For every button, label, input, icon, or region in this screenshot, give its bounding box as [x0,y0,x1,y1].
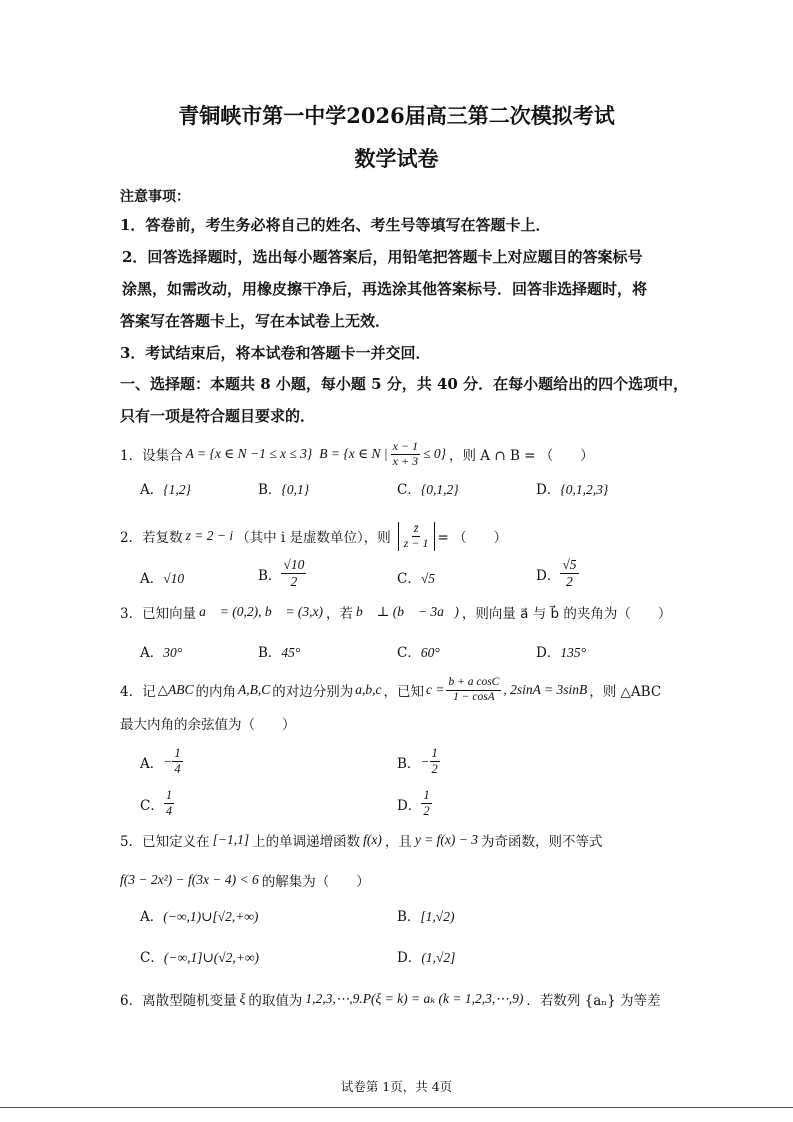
q4-eq-rest: , 2sinA = 3sinB [503,682,588,698]
q6-tail: ．若数列 {aₙ} 为等差 [526,993,661,1009]
q1-frac-num: x − 1 [392,439,419,453]
q1-option-a: A．{1,2} [140,482,191,498]
q2-tail: = （ ） [437,530,508,547]
q5-line-2 [120,870,370,890]
section-heading-line-2: 只有一项是符合题目要求的． [120,407,316,425]
q2-frac-den: z − 1 [403,535,429,550]
q4-eq-lhs: c = [425,682,445,698]
q1-option-b: B．{0,1} [258,482,310,498]
notes-heading: 注意事项： [120,189,190,205]
q4-angles: A,B,C [237,682,271,698]
q3-vectors: a⃗ = (0,2), b⃗ = (3,x) [199,604,324,619]
q4-option-c: C． 1 4 [140,788,173,818]
note-item-3: 3．考试结束后，将本试卷和答题卡一并交回． [120,344,431,362]
q5-interval: [−1,1] [212,832,250,847]
q2-option-d: D． √5 2 [536,557,577,590]
q4-prefix: 4．记 [120,684,156,701]
q4-fraction [446,676,501,705]
q2-expr: z = 2 − i [185,528,234,544]
q4-option-a: A． − $\frac{1}{4}$ [140,746,181,776]
q2-option-a: A．√10 [140,571,185,587]
q4-tail: ，则 △ABC [589,684,662,701]
q3-middle: ，若 [326,606,354,622]
section-heading-line-1: 一、选择题：本题共 8 小题，每小题 5 分，共 40 分．在每小题给出的四个选项中， [120,375,689,393]
q6-var: ξ [239,991,246,1006]
page-bottom-rule [0,1107,793,1108]
note-item-2-line-2: 涂黑，如需改动，用橡皮擦干净后，再选涂其他答案标号．回答非选择题时，将 [122,280,648,298]
q1-tail: ，则 A ∩ B = （ ） [449,448,594,465]
q2-option-b: B． √10 2 [258,557,305,590]
q6-values: 1,2,3,⋯,9.P(ξ = k) = aₖ (k = 1,2,3,⋯,9) [305,991,524,1006]
q1-set-b-pre: B = {x ∈ N | [319,446,388,462]
q2-abs-value [398,522,435,551]
q5-fx: f(x) [363,832,382,847]
q6-prefix: 6．离散型随机变量 [120,993,237,1009]
q5-option-b: B．[1,√2) [397,909,455,925]
q3-prefix: 3．已知向量 [120,606,197,622]
exam-subtitle: 数学试卷 [354,146,439,171]
q5-expr: y = f(x) − 3 [414,832,479,847]
question-2 [120,522,507,551]
q1-set-b-post: ≤ 0} [423,446,447,462]
q5-tail: 为奇函数，则不等式 [481,834,603,850]
q3-condition: b⃗ ⊥ (b⃗ − 3a⃗) [356,604,459,619]
q4-frac-num: b + a cosC [446,676,501,691]
q4-middle-2: 的对边分别为 [272,684,354,701]
q4-option-d: D． 1 2 [397,788,430,818]
note-item-2-line-3: 答案写在答题卡上，写在本试卷上无效． [120,312,391,330]
question-6 [120,989,661,1009]
q4-middle-3: ，已知 [383,684,424,701]
q5-option-a: A．(−∞,1)∪[√2,+∞) [140,909,259,925]
q1-prefix: 1．设集合 [120,448,183,465]
q5-option-c: C．(−∞,1]∪(√2,+∞) [140,950,260,966]
question-5 [120,830,603,850]
q1-option-d: D．{0,1,2,3} [536,482,609,498]
q4-option-b: B． − $\frac{1}{2}$ [397,746,438,776]
exam-title: 青铜峡市第一中学2026届高三第二次模拟考试 [178,103,615,128]
q1-frac-den: x + 3 [392,453,419,468]
question-1 [120,440,594,469]
q5-middle: 上的单调递增函数 [252,834,361,850]
q3-option-a: A．30° [140,645,183,661]
q5-line-2-tail: 的解集为（ ） [261,874,370,890]
question-4 [120,676,661,705]
q2-middle: （其中 i 是虚数单位），则 [236,530,391,547]
note-item-1: 1．答卷前，考生务必将自己的姓名、考生号等填写在答题卡上． [120,216,551,234]
q2-prefix: 2．若复数 [120,530,183,547]
q1-set-a: A = {x ∈ N −1 ≤ x ≤ 3} [185,446,313,462]
q2-option-c: C．√5 [397,571,436,587]
q3-tail: ，则向量 a⃗ 与 b⃗ 的夹角为（ ） [461,606,672,622]
q6-middle: 的取值为 [248,993,303,1009]
q4-middle-1: 的内角 [195,684,236,701]
q5-prefix: 5．已知定义在 [120,834,210,850]
q4-frac-den: 1 − cosA [453,690,495,703]
q1-option-c: C．{0,1,2} [397,482,459,498]
note-item-2-line-1: 2．回答选择题时，选出每小题答案后，用铅笔把答题卡上对应题目的答案标号 [122,248,643,266]
q3-option-d: D．135° [536,645,586,661]
q5-inequality: f(3 − 2x²) − f(3x − 4) < 6 [120,872,259,887]
q5-option-d: D．(1,√2] [397,950,456,966]
question-3 [120,602,671,622]
q4-triangle: △ABC [157,682,194,698]
page-footer: 试卷第 1页，共 4页 [340,1079,453,1094]
q3-option-b: B．45° [258,645,301,661]
q1-fraction [391,440,420,469]
q3-option-c: C．60° [397,645,440,661]
q2-frac-num: z̄ [413,521,419,535]
q4-sides: a,b,c [355,682,382,698]
q4-line-2: 最大内角的余弦值为（ ） [120,717,296,733]
q5-middle-2: ，且 [384,834,412,850]
